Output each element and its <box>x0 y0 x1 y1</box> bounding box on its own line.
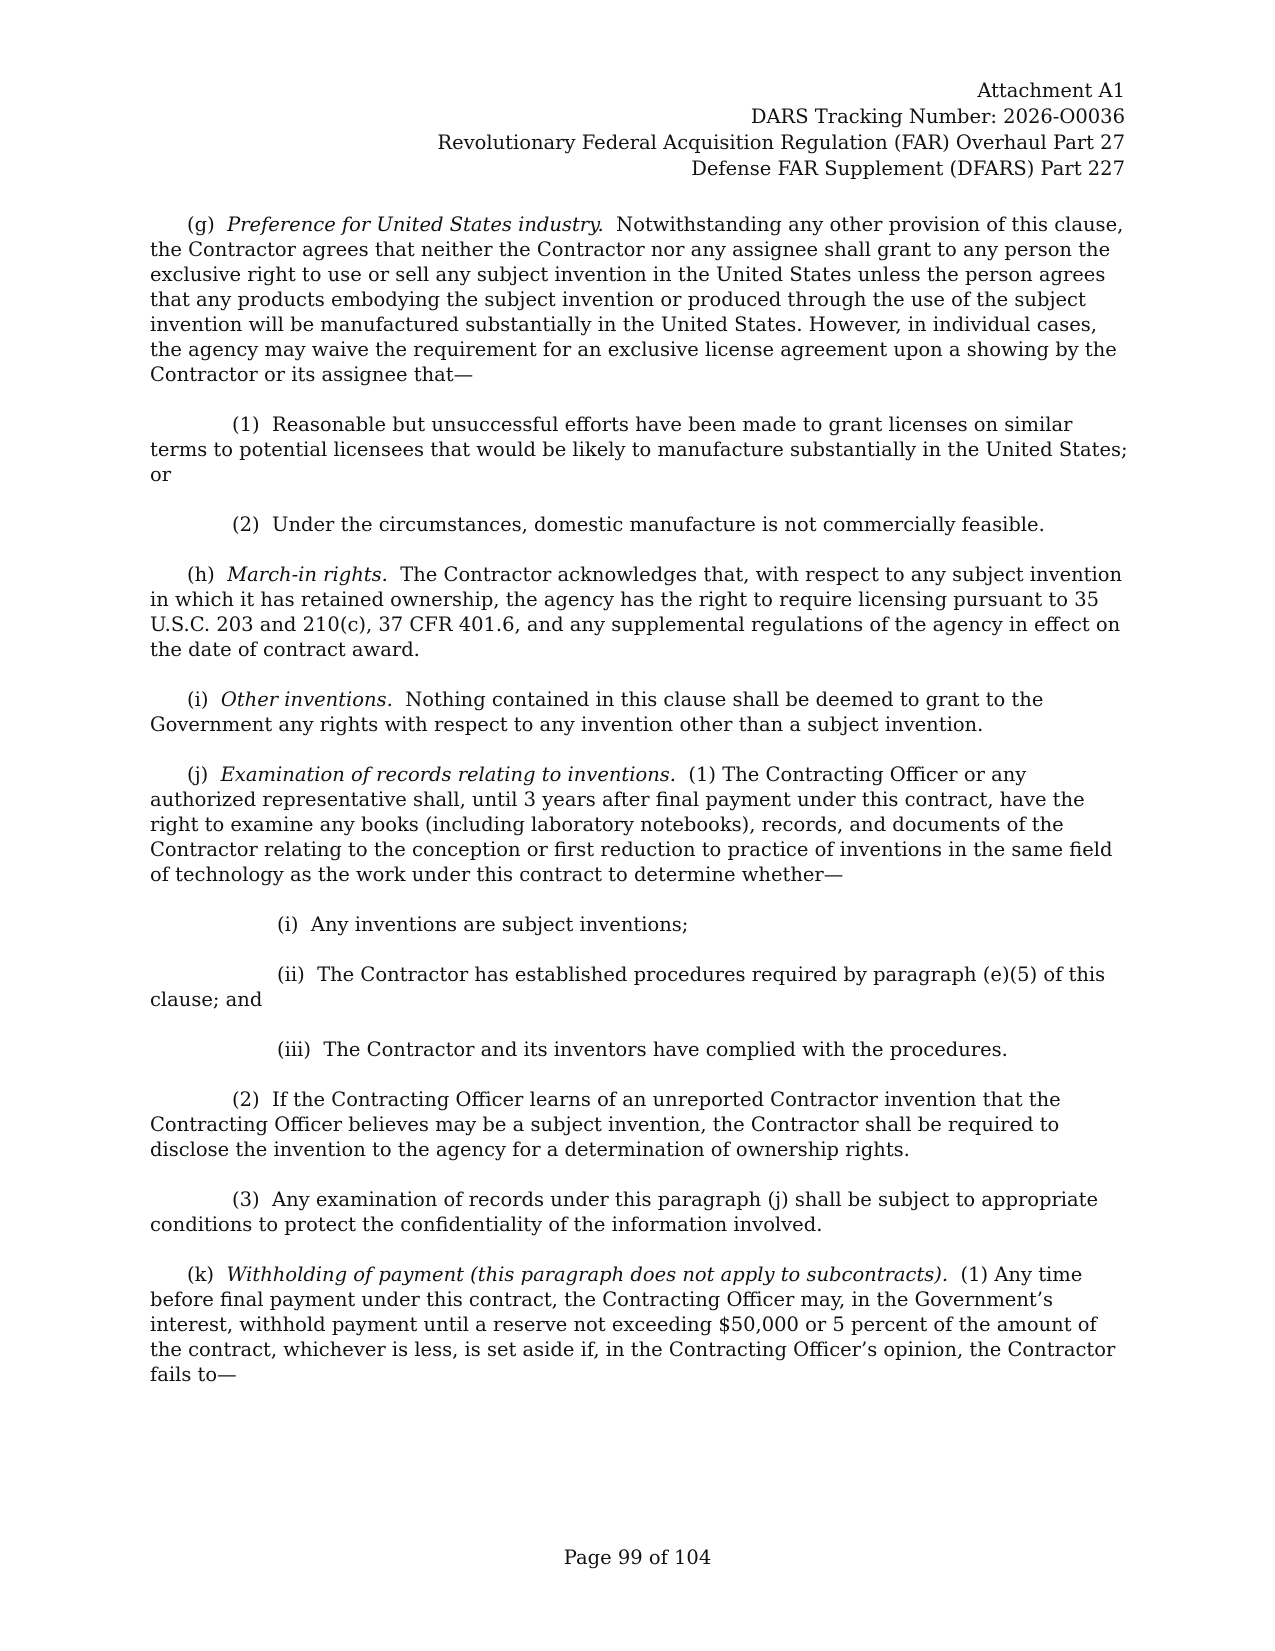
paragraph-text: Notwithstanding any other provision of this clause, the Contractor agrees that neither the Contractor nor any assignee shall grant to any person the exclusive right to use or sell any subject invention in the United States unless the person agrees that any products embodying the subject invention or produced through the use of the subject invention will be manufactured substantially in the United States. However, in individual cases, the agency may waive the requirement for an exclusive license agreement upon a showing by the Contractor or its assignee that— <box>150 213 1124 386</box>
paragraph-text: (1) Any time before final payment under this contract, the Contracting Officer may, in the Government’s interest, withhold payment until a reserve not exceeding $50,000 or 5 percent of the amount of the contract, whichever is less, is set aside if, in the Contracting Officer’s opinion, the Contractor fails to— <box>150 1263 1116 1386</box>
paragraph-text: Reasonable but unsuccessful efforts have been made to grant licenses on similar terms to potential licensees that would be likely to manufacture substantially in the United States; or <box>150 413 1128 486</box>
page-number: Page 99 of 104 <box>563 1546 712 1569</box>
paragraph-label: (i) <box>187 688 209 711</box>
paragraph-j-1-i <box>150 912 1130 937</box>
header-tracking-number: DARS Tracking Number: 2026-O0036 <box>750 105 1125 128</box>
header-dfars-part: Defense FAR Supplement (DFARS) Part 227 <box>691 157 1125 180</box>
paragraph-j <box>150 762 1130 887</box>
paragraph-heading: Examination of records relating to inventions. <box>220 763 676 786</box>
paragraph-h <box>150 562 1130 662</box>
paragraph-j-1-iii <box>150 1037 1130 1062</box>
page-footer <box>0 1545 1275 1571</box>
header-far-part: Revolutionary Federal Acquisition Regulation (FAR) Overhaul Part 27 <box>437 131 1125 154</box>
paragraph-i <box>150 687 1130 737</box>
paragraph-label: (ii) <box>277 963 305 986</box>
paragraph-text: Under the circumstances, domestic manufacture is not commercially feasible. <box>272 513 1045 536</box>
paragraph-text: The Contractor has established procedures required by paragraph (e)(5) of this clause; and <box>150 963 1106 1011</box>
paragraph-k <box>150 1262 1130 1387</box>
paragraph-j-2 <box>150 1087 1130 1162</box>
paragraph-heading: Withholding of payment (this paragraph does not apply to subcontracts). <box>226 1263 949 1286</box>
page-header <box>225 78 1125 182</box>
paragraph-label: (k) <box>187 1263 215 1286</box>
paragraph-text: The Contractor and its inventors have complied with the procedures. <box>323 1038 1008 1061</box>
paragraph-label: (1) <box>232 413 260 436</box>
paragraph-heading: March-in rights. <box>227 563 388 586</box>
paragraph-g-1 <box>150 412 1130 487</box>
paragraph-g <box>150 212 1130 387</box>
paragraph-label: (3) <box>232 1188 260 1211</box>
paragraph-j-3 <box>150 1187 1130 1237</box>
paragraph-heading: Other inventions. <box>220 688 393 711</box>
paragraph-label: (g) <box>187 213 215 236</box>
paragraph-g-2 <box>150 512 1130 537</box>
header-attachment: Attachment A1 <box>977 79 1125 102</box>
paragraph-j-1-ii <box>150 962 1130 1012</box>
paragraph-text: Nothing contained in this clause shall be deemed to grant to the Government any rights with respect to any invention other than a subject invention. <box>150 688 1044 736</box>
paragraph-label: (h) <box>187 563 215 586</box>
paragraph-text: (1) The Contracting Officer or any authorized representative shall, until 3 years after final payment under this contract, have the right to examine any books (including laboratory notebooks), records, and documents of the Contractor relating to the conception or first reduction to practice of inventions in the same field of technology as the work under this contract to determine whether— <box>150 763 1113 886</box>
paragraph-text: If the Contracting Officer learns of an unreported Contractor invention that the Contracting Officer believes may be a subject invention, the Contractor shall be required to disclose the invention to the agency for a determination of ownership rights. <box>150 1088 1061 1161</box>
clause-body <box>150 212 1130 1412</box>
paragraph-text: Any examination of records under this paragraph (j) shall be subject to appropriate conditions to protect the confidentiality of the information involved. <box>150 1188 1099 1236</box>
paragraph-label: (j) <box>187 763 209 786</box>
paragraph-text: The Contractor acknowledges that, with respect to any subject invention in which it has retained ownership, the agency has the right to require licensing pursuant to 35 U.S.C. 203 and 210(c), 37 CFR 401.6, and any supplemental regulations of the agency in effect on the date of contract award. <box>150 563 1123 661</box>
paragraph-label: (2) <box>232 1088 260 1111</box>
paragraph-text: Any inventions are subject inventions; <box>310 913 689 936</box>
paragraph-heading: Preference for United States industry. <box>227 213 604 236</box>
paragraph-label: (iii) <box>277 1038 311 1061</box>
paragraph-label: (i) <box>277 913 299 936</box>
paragraph-label: (2) <box>232 513 260 536</box>
